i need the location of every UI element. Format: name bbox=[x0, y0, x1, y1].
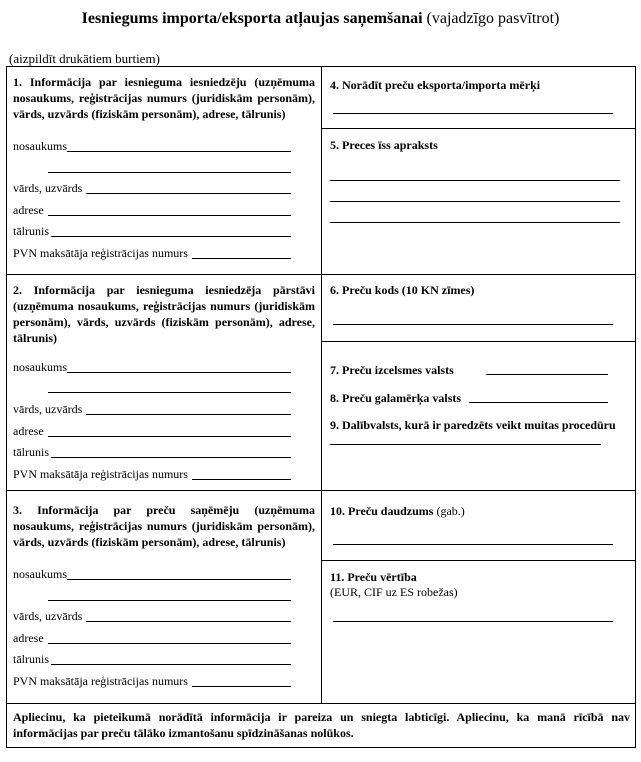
s5-description-field-3[interactable] bbox=[330, 222, 620, 223]
section-9-title: 9. Dalībvalsts, kurā ir paredzēts veikt muitas procedūru bbox=[330, 418, 616, 432]
s3-phone-label: tālrunis bbox=[13, 652, 49, 666]
right-divider-4 bbox=[321, 490, 636, 491]
section-11-title: 11. Preču vērtība bbox=[330, 570, 417, 584]
section-4-title: 4. Norādīt preču eksporta/importa mērķi bbox=[330, 78, 541, 92]
s5-description-field-2[interactable] bbox=[330, 201, 620, 202]
section-5-title: 5. Preces īss apraksts bbox=[330, 138, 438, 152]
s1-name-field-2[interactable] bbox=[48, 172, 291, 173]
s5-description-field-1[interactable] bbox=[330, 180, 620, 181]
s1-name-field[interactable] bbox=[67, 151, 291, 152]
s3-name-field[interactable] bbox=[67, 579, 291, 580]
s3-name-field-2[interactable] bbox=[48, 600, 291, 601]
right-divider-1 bbox=[321, 128, 636, 129]
s8-destination-field[interactable] bbox=[469, 402, 608, 403]
s3-vat-label: PVN maksātāja reģistrācijas numurs bbox=[13, 674, 188, 688]
section-8-title: 8. Preču galamērķa valsts bbox=[330, 391, 462, 405]
s10-unit: (gab.) bbox=[436, 504, 465, 518]
s2-vat-label: PVN maksātāja reģistrācijas numurs bbox=[13, 467, 188, 481]
section-7-title: 7. Preču izcelsmes valsts bbox=[330, 363, 454, 377]
left-divider-2 bbox=[6, 490, 322, 491]
s1-phone-label: tālrunis bbox=[13, 224, 49, 238]
s2-name-field[interactable] bbox=[67, 372, 291, 373]
s7-origin-field[interactable] bbox=[486, 374, 608, 375]
s2-name-field-2[interactable] bbox=[48, 392, 291, 393]
s1-person-field[interactable] bbox=[86, 193, 291, 194]
form-title-main: Iesniegums importa/eksporta atļaujas saņemšanai bbox=[81, 10, 423, 27]
declaration-text: Apliecinu, ka pieteikumā norādītā informācija ir pareiza un sniegta labticīgi. Apliecinu, ka manā rīcībā nav informācijas par preču tālāko izmantošanu spīdzināšanas nolūkos. bbox=[13, 710, 630, 740]
section-1-title: 1. Informācija par iesnieguma iesniedzēju (uzņēmuma nosaukums, reģistrācijas numurs (juridiskām personām), vārds, uzvārds (fiziskām personām), adrese, tālrunis) bbox=[13, 75, 315, 121]
right-divider-2 bbox=[321, 274, 636, 275]
form-title bbox=[0, 10, 641, 28]
s1-name-label: nosaukums bbox=[13, 139, 67, 153]
s3-person-label: vārds, uzvārds bbox=[13, 609, 83, 623]
s9-member-state-field[interactable] bbox=[330, 444, 601, 445]
s1-address-field[interactable] bbox=[48, 215, 291, 216]
section-6-title: 6. Preču kods (10 KN zīmes) bbox=[330, 283, 475, 297]
s2-name-label: nosaukums bbox=[13, 360, 67, 374]
s11-value-field[interactable] bbox=[333, 621, 613, 622]
s3-person-field[interactable] bbox=[86, 621, 291, 622]
s3-vat-field[interactable] bbox=[192, 686, 291, 687]
s11-note: (EUR, CIF uz ES robežas) bbox=[330, 585, 458, 599]
right-divider-5 bbox=[321, 560, 636, 561]
s3-address-field[interactable] bbox=[48, 643, 291, 644]
s3-name-label: nosaukums bbox=[13, 567, 67, 581]
fill-instruction: (aizpildīt drukātiem burtiem) bbox=[9, 51, 160, 66]
s2-address-field[interactable] bbox=[48, 436, 291, 437]
s4-purpose-field[interactable] bbox=[333, 113, 613, 114]
s2-phone-label: tālrunis bbox=[13, 445, 49, 459]
s1-vat-label: PVN maksātāja reģistrācijas numurs bbox=[13, 246, 188, 260]
right-divider-3 bbox=[321, 341, 636, 342]
s1-address-label: adrese bbox=[13, 203, 44, 217]
s3-phone-field[interactable] bbox=[51, 664, 291, 665]
section-2-title: 2. Informācija par iesnieguma iesniedzēja pārstāvi (uzņēmuma nosaukums, reģistrācijas numurs (juridiskām personām), vārds, uzvārds (fiziskām personām), adrese, tālrunis) bbox=[13, 283, 315, 345]
s2-person-field[interactable] bbox=[86, 414, 291, 415]
s2-address-label: adrese bbox=[13, 424, 44, 438]
s1-phone-field[interactable] bbox=[51, 236, 291, 237]
s10-quantity-field[interactable] bbox=[333, 544, 613, 545]
s2-vat-field[interactable] bbox=[192, 479, 291, 480]
s2-phone-field[interactable] bbox=[51, 457, 291, 458]
footer-divider bbox=[6, 703, 636, 704]
s1-person-label: vārds, uzvārds bbox=[13, 181, 83, 195]
section-10-title: 10. Preču daudzums (gab.) bbox=[330, 504, 465, 518]
section-3-title: 3. Informācija par preču saņēmēju (uzņēmuma nosaukums, reģistrācijas numurs (juridiskām personām), vārds, uzvārds (fiziskām personām), adrese, tālrunis) bbox=[13, 503, 315, 549]
s3-address-label: adrese bbox=[13, 631, 44, 645]
left-divider-1 bbox=[6, 274, 322, 275]
column-divider bbox=[321, 66, 322, 703]
s6-code-field[interactable] bbox=[333, 324, 613, 325]
form-title-note: (vajadzīgo pasvītrot) bbox=[426, 10, 560, 27]
s1-vat-field[interactable] bbox=[192, 258, 291, 259]
s2-person-label: vārds, uzvārds bbox=[13, 402, 83, 416]
